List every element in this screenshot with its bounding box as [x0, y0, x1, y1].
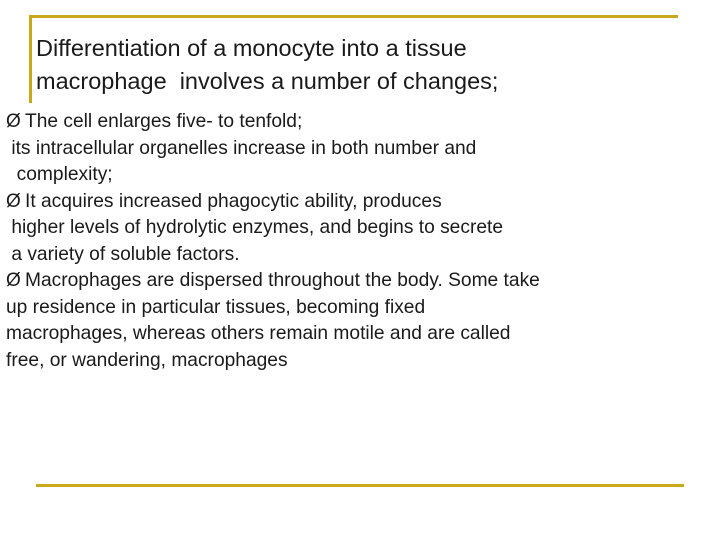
slide-body — [6, 109, 711, 374]
title-frame-left-rule — [29, 15, 32, 103]
bullet-3-continuation-1: up residence in particular tissues, becoming fixed — [6, 296, 426, 318]
bullet-2 — [6, 189, 711, 216]
bullet-1 — [6, 109, 711, 136]
title-frame-top-rule — [29, 15, 678, 18]
bottom-rule — [36, 484, 684, 487]
bullet-3-text: Macrophages are dispersed throughout the body. Some take — [25, 270, 540, 291]
bullet-1-continuation-1: its intracellular organelles increase in both number and — [6, 137, 477, 159]
bullet-1-text: The cell enlarges five- to tenfold; — [25, 111, 303, 132]
bullet-3 — [6, 268, 711, 295]
slide-title — [36, 32, 676, 98]
bullet-2-text: It acquires increased phagocytic ability, produces — [25, 190, 442, 212]
slide-title-line-2: macrophage involves a number of changes; — [36, 68, 499, 94]
bullet-1-continuation-2: complexity; — [6, 164, 113, 185]
arrow-bullet-icon: Ø — [6, 190, 21, 212]
bullet-2-continuation-1: higher levels of hydrolytic enzymes, and begins to secrete — [6, 217, 504, 238]
bullet-3-continuation-2: macrophages, whereas others remain motile and are called — [6, 323, 511, 344]
slide-title-line-1: Differentiation of a monocyte into a tissue — [36, 35, 467, 61]
arrow-bullet-icon: Ø — [6, 111, 21, 132]
bullet-3-continuation-3: free, or wandering, macrophages — [6, 349, 288, 371]
arrow-bullet-icon: Ø — [6, 270, 21, 291]
bullet-2-continuation-2: a variety of soluble factors. — [6, 243, 240, 265]
